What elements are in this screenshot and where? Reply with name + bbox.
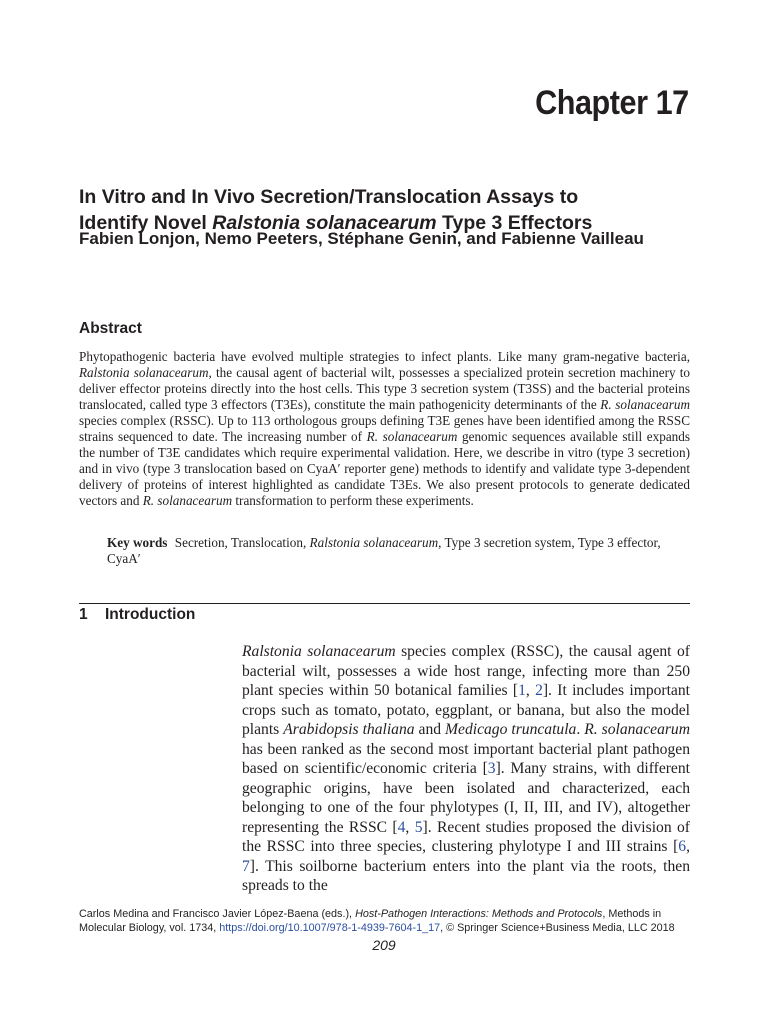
citation-link[interactable]: 2 <box>535 682 543 699</box>
intro-text: has been ranked as the second most important bacterial plant pathogen based on scientific/economic criteria [ <box>242 740 690 777</box>
section-title: Introduction <box>105 606 196 623</box>
introduction-paragraph <box>242 642 690 896</box>
abstract-species: R. solanacearum <box>142 493 233 508</box>
section-number: 1 <box>79 606 88 623</box>
section-heading <box>79 606 195 624</box>
footnote-text: , Methods in Molecular Biology, vol. 1734, <box>79 908 662 934</box>
abstract-species: Ralstonia solanacearum <box>79 365 209 380</box>
citation-link[interactable]: 6 <box>678 838 687 855</box>
intro-text: , <box>525 682 536 699</box>
chapter-number: Chapter 17 <box>535 84 689 122</box>
intro-text: species complex (RSSC), the causal agent of bacterial wilt, possesses a wide host range, infecting more than 250 plant species within 50 botanical families [ <box>242 643 690 699</box>
title-species-name: Ralstonia solanacearum <box>212 212 437 234</box>
abstract-heading: Abstract <box>79 320 142 337</box>
abstract-text: genomic sequences available still expands the number of T3E candidates which require experimental validation. Here, we describe in vitro (type 3 secretion) and in vivo (type 3 translocation based on CyaA′ reporter gene) methods to identify and validate type 3-dependent delivery of proteins of interest highlighted as candidate T3Es. We also present protocols to generate dedicated vectors and <box>79 429 690 508</box>
intro-text: ]. It includes important crops such as tomato, potato, eggplant, or banana, but also the model plants <box>242 682 690 738</box>
keywords-label: Key words <box>107 535 168 550</box>
intro-species: R. solanacearum <box>584 721 690 738</box>
citation-link[interactable]: 3 <box>487 760 496 777</box>
abstract-species: R. solanacearum <box>600 397 690 412</box>
footnote-text: , © Springer Science+Business Media, LLC 2018 <box>440 921 675 934</box>
intro-text: ]. Recent studies proposed the division of the RSSC into three species, clustering phylotype I and III strains [ <box>242 818 691 855</box>
title-line-1: In Vitro and In Vivo Secretion/Translocation Assays to <box>79 186 579 208</box>
keywords <box>107 535 690 567</box>
abstract-text: transformation to perform these experiments. <box>232 493 474 508</box>
intro-species: Ralstonia solanacearum <box>242 643 396 660</box>
intro-text: , <box>405 818 415 836</box>
intro-species: Medicago truncatula <box>445 721 577 738</box>
abstract-body <box>79 349 690 509</box>
page-number: 209 <box>372 937 396 953</box>
author-list: Fabien Lonjon, Nemo Peeters, Stéphane Genin, and Fabienne Vailleau <box>79 229 644 248</box>
abstract-text: , the causal agent of bacterial wilt, possesses a specialized protein secretion machinery to deliver effector proteins directly into the host cells. This type 3 secretion system (T3SS) and the bacterial proteins translocated, called type 3 effectors (T3Es), constitute the main pathogenicity determinants of the <box>79 365 691 412</box>
title-line-2-prefix: Identify Novel <box>79 212 213 234</box>
keywords-text: , Type 3 secretion system, Type 3 effector, CyaA′ <box>107 535 661 566</box>
intro-text: , <box>686 838 690 855</box>
intro-species: Arabidopsis thaliana <box>283 721 415 738</box>
abstract-text: species complex (RSSC). Up to 113 orthologous groups defining T3E genes have been identified among the RSSC strains sequenced to date. The increasing number of <box>79 413 690 444</box>
abstract-text: Phytopathogenic bacteria have evolved multiple strategies to infect plants. Like many gram-negative bacteria, <box>79 349 690 364</box>
citation-link[interactable]: 4 <box>397 818 406 836</box>
title-line-2-suffix: Type 3 Effectors <box>436 212 593 234</box>
intro-text: ]. Many strains, with different geographic origins, have been isolated and characterized, each belonging to one of the four phylotypes (I, II, III, and IV), altogether representing the RSSC [ <box>242 760 690 836</box>
citation-link[interactable]: 1 <box>518 682 526 699</box>
keywords-species: Ralstonia solanacearum <box>309 535 439 550</box>
citation-link[interactable]: 7 <box>242 857 250 875</box>
citation-link[interactable]: 5 <box>414 818 423 836</box>
abstract-species: R. solanacearum <box>366 429 458 444</box>
intro-text: ]. This soilborne bacterium enters into the plant via the roots, then spreads to the <box>242 857 690 894</box>
doi-link[interactable]: https://doi.org/10.1007/978-1-4939-7604-1_17 <box>219 921 441 934</box>
section-divider <box>79 603 690 604</box>
intro-text: and <box>414 721 446 738</box>
keywords-text: Secretion, Translocation, <box>174 535 310 550</box>
intro-text: . <box>576 721 585 738</box>
publication-footnote <box>79 908 709 935</box>
book-title: Host-Pathogen Interactions: Methods and Protocols <box>355 908 603 920</box>
footnote-text: Carlos Medina and Francisco Javier López-Baena (eds.), <box>79 908 356 920</box>
